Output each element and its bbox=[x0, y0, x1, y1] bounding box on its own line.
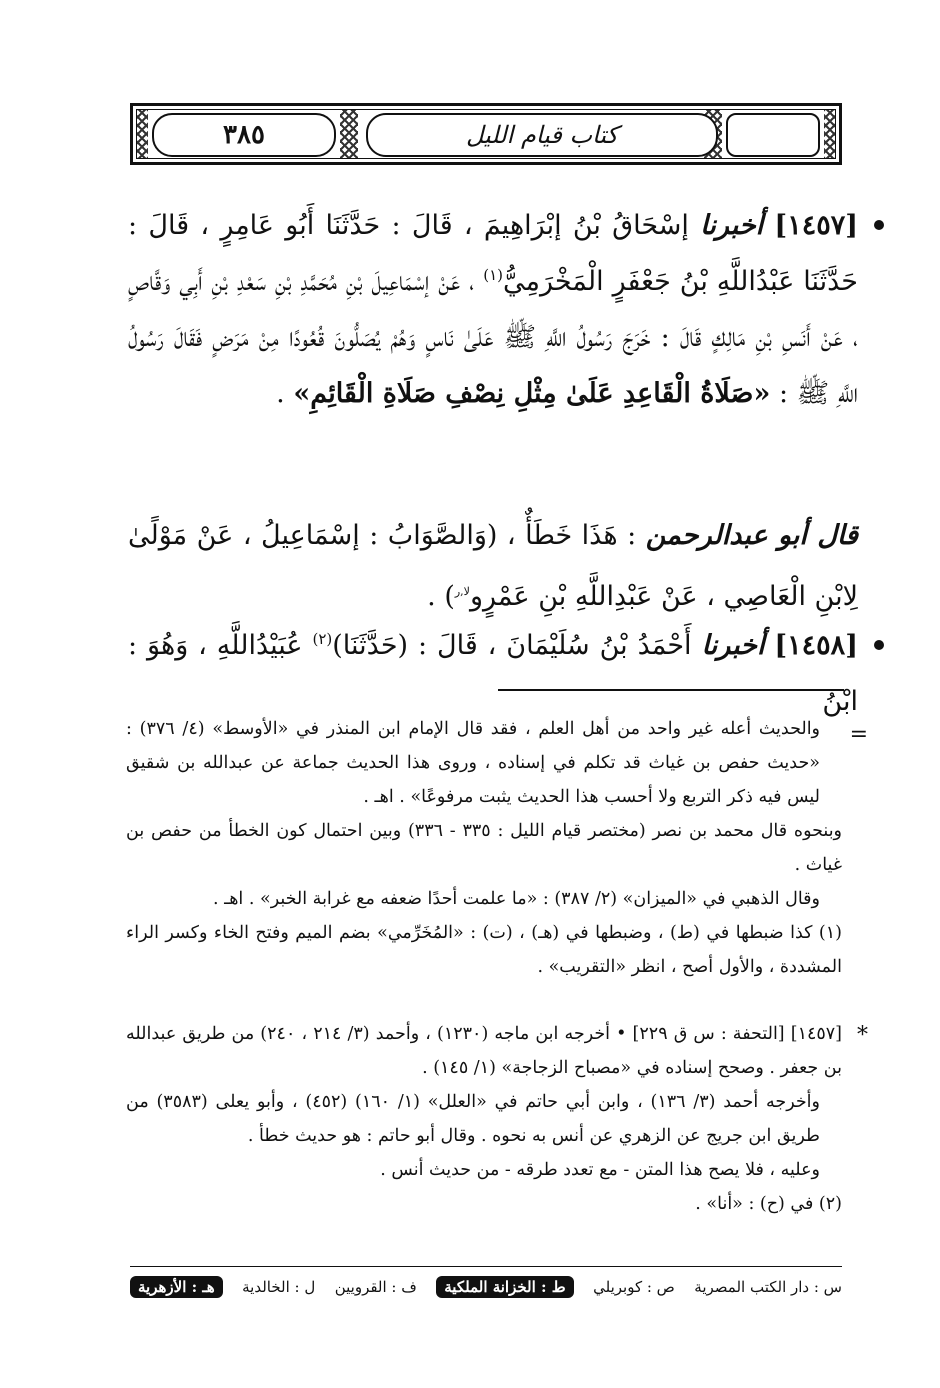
comment-text: : هَذَا خَطَأٌ ، (وَالصَّوَابُ : إسْمَاعِيلُ ، عَنْ مَوْلًىٰ لِابْنِ الْعَاصِي ، عَنْ عَبْدِاللَّهِ بْنِ عَمْرٍو bbox=[128, 520, 858, 612]
hadith-text: عُبَيْدُاللَّهِ ، وَهُوَ : ابْنُ bbox=[128, 630, 858, 717]
bullet-icon bbox=[874, 640, 884, 650]
legend-item-highlighted: هـ : الأزهرية bbox=[130, 1276, 223, 1298]
takhrij-paragraph: [١٤٥٧] [التحفة : س ق ٢٢٩] • أخرجه ابن ماجه (١٢٣٠) ، وأحمد (٣/ ٢١٤ ، ٢٤٠) من طريق عبدالله بن جعفر . وصحح إسناده في «مصباح الزجاجة» (١/ ١٤٥) . bbox=[126, 1024, 842, 1078]
hadith-text: ، عَنْ إسْمَاعِيلَ بْنِ مُحَمَّدِ بْنِ سَعْدِ بْنِ أَبِي وَقَّاصٍ ، عَنْ أَنَسِ بْنِ مَالِكٍ قَالَ : خَرَجَ رَسُولُ اللَّهِ ﷺ عَلَىٰ نَاسٍ وَهُمْ يُصَلُّونَ قُعُودًا مِنْ مَرَضٍ فَقَالَ رَسُولُ اللَّهِ ﷺ : bbox=[128, 266, 858, 409]
legend-item-highlighted: ط : الخزانة الملكية bbox=[436, 1276, 573, 1298]
hadith-lead: أخبرنا bbox=[700, 210, 764, 241]
ornament-left-edge bbox=[136, 109, 148, 159]
ornament-left-mid bbox=[340, 109, 358, 159]
footnote-divider bbox=[498, 689, 844, 691]
footnote-paragraph: والحديث أعله غير واحد من أهل العلم ، فقد قال الإمام ابن المنذر في «الأوسط» (٤/ ٣٧٦) : «حديث حفص بن غياث قد تكلم في إسناده ، وروى هذا الحديث جماعة عن عبدالله بن شقيق ليس فيه ذكر التربع ولا أحسب هذا الحديث يثبت مرفوعًا» . اهـ . bbox=[126, 719, 821, 807]
takhrij-paragraph: وأخرجه أحمد (٣/ ١٣٦) ، وابن أبي حاتم في «العلل» (١/ ١٦٠) (٤٥٢) ، وأبو يعلى (٣٥٨٣) من طريق ابن جريج عن الزهري عن أنس به نحوه . وقال أبو حاتم : هو حديث خطأ . bbox=[126, 1092, 820, 1146]
footnote-1: (١) كذا ضبطها في (ط) ، وضبطها في (هـ) ، (ت) : «المُخَرِّمي» بضم الميم وفتح الخاء وكسر الراء المشددة ، والأول أصح ، انظر «التقريب» . bbox=[126, 923, 842, 977]
hadith-number: [١٤٥٨] bbox=[774, 630, 858, 661]
hadith-text: أَحْمَدُ بْنُ سُلَيْمَانَ ، قَالَ : (حَدَّثَنَا) bbox=[332, 630, 692, 661]
hadith-quote: «صَلَاةُ الْقَاعِدِ عَلَىٰ مِثْلِ نِصْفِ صَلَاةِ الْقَائِمِ» bbox=[293, 378, 771, 409]
legend-item: س : دار الكتب المصرية bbox=[694, 1278, 842, 1296]
legend-item: ف : القرويين bbox=[334, 1278, 417, 1296]
hadith-lead: أخبرنا bbox=[701, 630, 765, 661]
star-icon: * bbox=[857, 1023, 868, 1048]
takhrij-notes bbox=[126, 1017, 868, 1221]
manuscript-note: لا,ر bbox=[454, 585, 470, 598]
footnote-ref: (٢) bbox=[312, 630, 333, 648]
nasai-comment bbox=[128, 508, 858, 625]
footnote-2: (٢) في (ح) : «أنا» . bbox=[695, 1194, 842, 1214]
hadith-number: [١٤٥٧] bbox=[774, 210, 858, 241]
book-seal-logo bbox=[726, 113, 820, 157]
ornament-right-edge bbox=[824, 109, 836, 159]
page-header bbox=[130, 103, 842, 165]
hadith-end: . bbox=[276, 378, 285, 409]
book-title: كتاب قيام الليل bbox=[366, 113, 718, 157]
continuation-mark: = bbox=[849, 722, 868, 747]
footnotes-continued bbox=[126, 712, 868, 984]
takhrij-paragraph: وعليه ، فلا يصح هذا المتن - مع تعدد طرقه - من حديث أنس . bbox=[380, 1160, 820, 1180]
legend-item: ص : كوبريلي bbox=[593, 1278, 675, 1296]
footnote-paragraph: وبنحوه قال محمد بن نصر (مختصر قيام الليل : ٣٣٥ - ٣٣٦) وبين احتمال كون الخطأ من حفص بن غياث . bbox=[126, 821, 843, 875]
legend-divider bbox=[130, 1266, 842, 1267]
bullet-icon bbox=[874, 220, 884, 230]
comment-text: ) . bbox=[427, 581, 455, 612]
page-number: ٣٨٥ bbox=[152, 113, 336, 157]
legend-item: ل : الخالدية bbox=[242, 1278, 316, 1296]
footnote-paragraph: وقال الذهبي في «الميزان» (٢/ ٣٨٧) : «ما علمت أحدًا ضعفه مع غرابة الخبر» . اهـ . bbox=[212, 889, 820, 909]
manuscript-legend bbox=[130, 1272, 842, 1302]
footnote-ref: (١) bbox=[483, 266, 504, 284]
hadith-text: إسْحَاقُ بْنُ إبْرَاهِيمَ ، قَالَ : حَدَّثَنَا أَبُو عَامِرٍ ، قَالَ : حَدَّثَنَا عَبْدُاللَّهِ بْنُ جَعْفَرٍ الْمَخْرَمِيُّ bbox=[128, 210, 858, 297]
hadith-1457 bbox=[128, 198, 858, 422]
comment-lead: قال أبو عبدالرحمن bbox=[645, 520, 858, 551]
